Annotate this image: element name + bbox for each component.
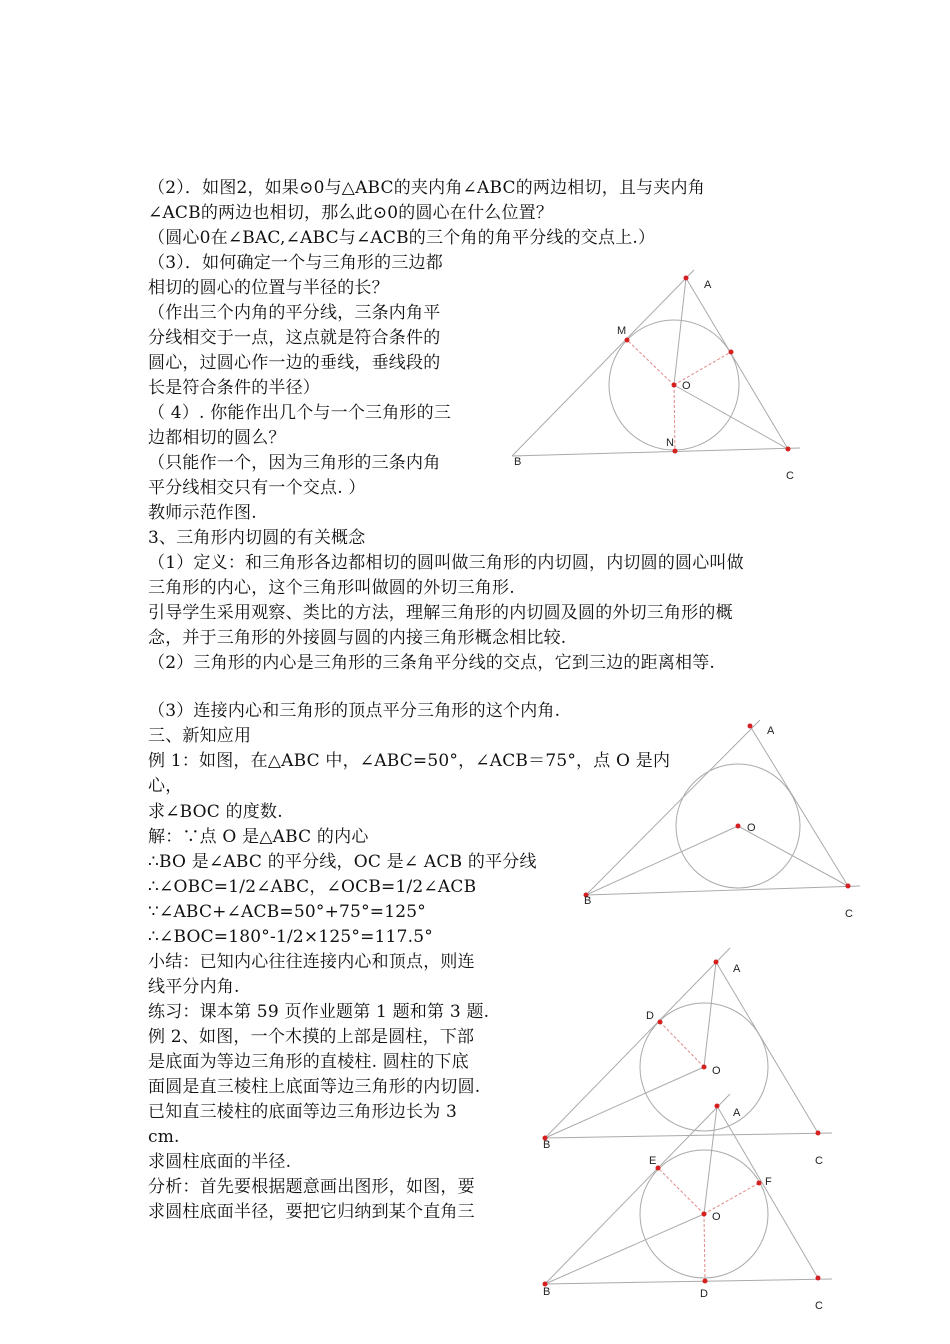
- text-line: ∠ACB的两边也相切，那么此⊙0的圆心在什么位置？: [148, 203, 554, 223]
- label-o: O: [682, 380, 691, 392]
- label-o: O: [712, 1065, 721, 1077]
- text-line: 例 1：如图，在△ABC 中，∠ABC=50°，∠ACB＝75°，点 O 是内: [148, 751, 671, 771]
- text-line: cm.: [148, 1127, 180, 1147]
- text-line: ∴BO 是∠ABC 的平分线，OC 是∠ ACB 的平分线: [148, 852, 537, 872]
- label-e: E: [649, 1155, 657, 1167]
- text-line: 面圆是直三棱柱上底面等边三角形的内切圆.: [148, 1077, 481, 1097]
- label-b: B: [514, 456, 522, 468]
- label-a: A: [733, 963, 741, 975]
- text-line: 例 2、如图，一个木摸的上部是圆柱，下部: [148, 1027, 475, 1047]
- label-d: D: [646, 1010, 654, 1022]
- text-line: 念，并于三角形的外接圆与圆的内接三角形概念相比较.: [148, 628, 567, 648]
- text-line: 求∠BOC 的度数.: [148, 802, 283, 822]
- text-line: 平分线相交只有一个交点. ）: [148, 478, 366, 498]
- text-line: 教师示范作图.: [148, 503, 257, 523]
- text-line: 解：∵点 O 是△ABC 的内心: [148, 827, 369, 847]
- text-line: 三、新知应用: [148, 726, 252, 746]
- label-b: B: [543, 1286, 551, 1298]
- text-line: （ 4）. 你能作出几个与一个三角形的三: [148, 403, 452, 423]
- text-line: 分线相交于一点，这点就是符合条件的: [148, 328, 441, 348]
- label-a: A: [767, 725, 775, 737]
- text-line: 长是符合条件的半径）: [148, 378, 320, 398]
- text-line: 小结：已知内心往往连接内心和顶点，则连: [148, 952, 475, 972]
- label-o: O: [712, 1211, 721, 1223]
- text-line: 线平分内角.: [148, 977, 240, 997]
- label-c: C: [786, 470, 794, 482]
- label-m: M: [617, 325, 627, 337]
- text-line: ∵∠ABC+∠ACB=50°+75°=125°: [148, 902, 426, 922]
- text-line: 引导学生采用观察、类比的方法，理解三角形的内切圆及圆的外切三角形的概: [148, 603, 733, 623]
- label-o: O: [747, 822, 756, 834]
- text-line: 心，: [148, 776, 183, 796]
- text-line: 圆心，过圆心作一边的垂线，垂线段的: [148, 353, 441, 373]
- text-line: （2）．如图2，如果⊙0与△ABC的夹内角∠ABC的两边相切，且与夹内角: [148, 178, 705, 198]
- text-line: （3）连接内心和三角形的顶点平分三角形的这个内角.: [148, 701, 561, 721]
- text-line: （2）三角形的内心是三角形的三条角平分线的交点，它到三边的距离相等.: [148, 653, 716, 673]
- label-c: C: [845, 908, 853, 920]
- text-line: 3、三角形内切圆的有关概念: [148, 528, 366, 548]
- label-c: C: [815, 1300, 823, 1312]
- text-line: 相切的圆心的位置与半径的长？: [148, 278, 389, 298]
- text-line: （1）定义：和三角形各边都相切的圆叫做三角形的内切圆，内切圆的圆心叫做: [148, 553, 744, 573]
- text-line: （圆心0在∠BAC,∠ABC与∠ACB的三个角的角平分线的交点上.）: [148, 228, 656, 248]
- text-line: 求圆柱底面的半径.: [148, 1152, 292, 1172]
- label-d: D: [700, 1288, 708, 1300]
- text-line: 三角形的内心，这个三角形叫做圆的外切三角形.: [148, 578, 515, 598]
- text-line: 求圆柱底面半径，要把它归纳到某个直角三: [148, 1202, 475, 1222]
- text-line: 练习：课本第 59 页作业题第 1 题和第 3 题.: [148, 1002, 490, 1022]
- text-line: 分析：首先要根据题意画出图形，如图，要: [148, 1177, 475, 1197]
- label-b: B: [584, 895, 592, 907]
- text-line: （作出三个内角的平分线，三条内角平: [148, 303, 441, 323]
- text-line: 已知直三棱柱的底面等边三角形边长为 3: [148, 1102, 458, 1122]
- text-line: （3）．如何确定一个与三角形的三边都: [148, 253, 443, 273]
- label-a: A: [704, 279, 712, 291]
- label-b: B: [543, 1139, 551, 1151]
- label-c: C: [815, 1155, 823, 1167]
- text-line: （只能作一个，因为三角形的三条内角: [148, 453, 441, 473]
- text-line: ∴∠BOC=180°-1/2×125°=117.5°: [148, 927, 433, 947]
- text-line: ∴∠OBC=1/2∠ABC，∠OCB=1/2∠ACB: [148, 877, 477, 897]
- label-n: N: [666, 437, 674, 449]
- label-a: A: [733, 1107, 741, 1119]
- text-line: 边都相切的圆么？: [148, 428, 286, 448]
- text-line: 是底面为等边三角形的直棱柱. 圆柱的下底: [148, 1052, 469, 1072]
- label-f: F: [765, 1176, 772, 1188]
